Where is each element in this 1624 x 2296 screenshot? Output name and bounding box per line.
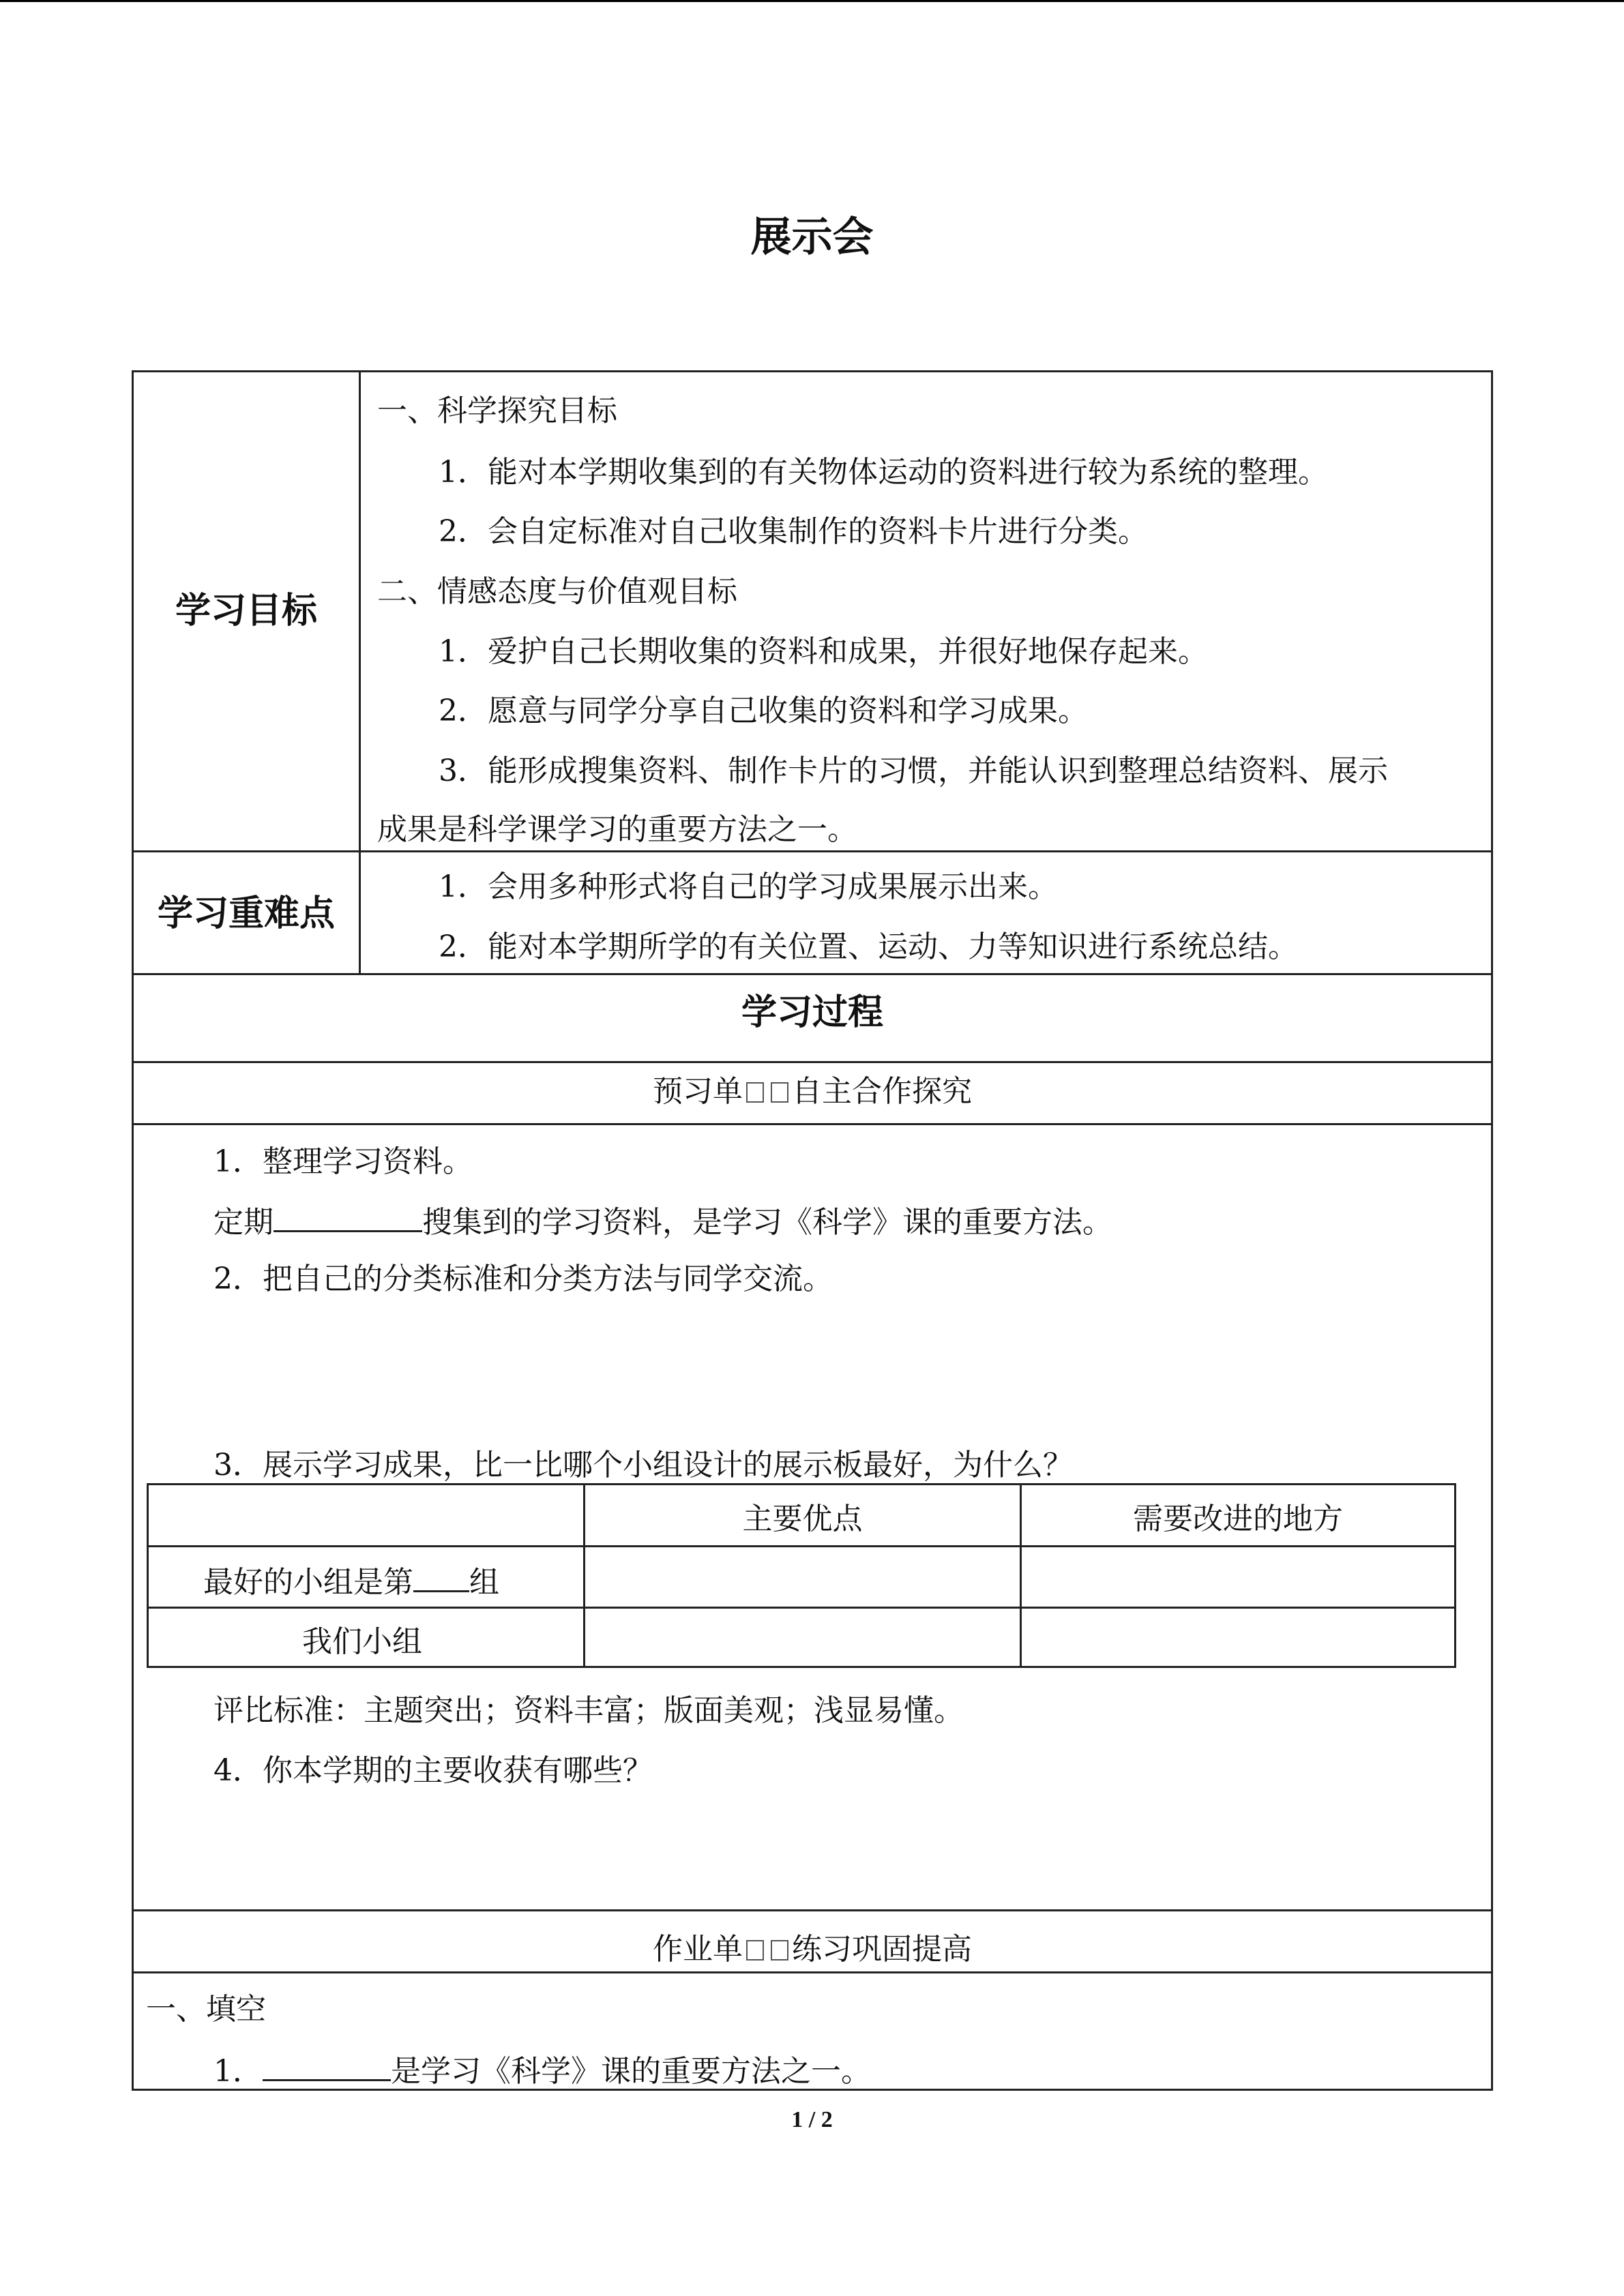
row-label-suffix: 组 <box>469 1565 499 1600</box>
objective-item-continued: 成果是科学课学习的重要方法之一。 <box>377 812 857 847</box>
row-divider <box>134 1909 1491 1911</box>
homework-section-1: 一、填空 <box>146 1992 266 2027</box>
fill-suffix: 搜集到的学习资料，是学习《科学》课的重要方法。 <box>422 1205 1112 1240</box>
page-title: 展示会 <box>750 213 874 261</box>
question-1: 1．整理学习资料。 <box>213 1144 473 1179</box>
homework-header-left: 作业单 <box>653 1932 743 1967</box>
table-cell-our-advantages[interactable] <box>585 1609 1020 1666</box>
placeholder-box-icon <box>771 1082 788 1103</box>
table-cell-best-advantages[interactable] <box>585 1547 1020 1607</box>
column-divider <box>359 372 361 975</box>
objective-item: 3．能形成搜集资料、制作卡片的习惯，并能认识到整理总结资料、展示 <box>439 754 1388 788</box>
page-number: 1 / 2 <box>791 2107 833 2132</box>
process-heading: 学习过程 <box>741 992 883 1033</box>
objective-item: 1．能对本学期收集到的有关物体运动的资料进行较为系统的整理。 <box>439 455 1328 490</box>
key-point-item: 1．会用多种形式将自己的学习成果展示出来。 <box>439 869 1058 904</box>
objective-item: 2．会自定标准对自己收集制作的资料卡片进行分类。 <box>439 514 1148 549</box>
placeholder-box-icon <box>746 1082 764 1103</box>
row-divider <box>134 1971 1491 1973</box>
fill-in-blank[interactable] <box>274 1200 422 1232</box>
fill-prefix: 定期 <box>213 1205 274 1240</box>
top-border-line <box>0 0 1624 2</box>
row-divider <box>134 973 1491 975</box>
row-label-prefix: 最好的小组是第 <box>203 1565 413 1600</box>
placeholder-box-icon <box>746 1940 764 1960</box>
objectives-label: 学习目标 <box>175 591 317 631</box>
preview-header-left: 预习单 <box>653 1074 743 1109</box>
placeholder-box-icon <box>771 1940 788 1960</box>
fill-suffix: 是学习《科学》课的重要方法之一。 <box>391 2054 871 2089</box>
fill-in-blank[interactable] <box>413 1560 469 1592</box>
worksheet-table <box>132 370 1493 2091</box>
row-label-our-group: 我们小组 <box>302 1624 422 1659</box>
homework-header-right: 练习巩固提高 <box>792 1932 972 1967</box>
question-2: 2．把自己的分类标准和分类方法与同学交流。 <box>213 1262 833 1296</box>
homework-question-1 <box>213 2049 871 2092</box>
preview-sheet-header <box>134 1071 1491 1112</box>
row-divider <box>134 1061 1491 1063</box>
fill-in-blank[interactable] <box>263 2049 391 2081</box>
row-label-best-group <box>203 1560 499 1603</box>
question-1-fill <box>213 1200 1112 1243</box>
key-point-item: 2．能对本学期所学的有关位置、运动、力等知识进行系统总结。 <box>439 929 1298 964</box>
comparison-table <box>147 1483 1456 1668</box>
question-number: 1． <box>213 2054 263 2089</box>
column-header-advantages: 主要优点 <box>742 1502 863 1536</box>
table-cell-best-improvements[interactable] <box>1022 1547 1454 1607</box>
question-3: 3．展示学习成果，比一比哪个小组设计的展示板最好，为什么？ <box>213 1448 1073 1482</box>
objectives-section-2: 二、情感态度与价值观目标 <box>377 574 737 609</box>
column-header-improvements: 需要改进的地方 <box>1133 1502 1343 1536</box>
homework-sheet-header <box>134 1929 1491 1970</box>
objectives-section-1: 一、科学探究目标 <box>377 393 617 428</box>
key-points-label: 学习重难点 <box>157 893 335 934</box>
row-divider <box>134 1123 1491 1125</box>
table-cell-our-improvements[interactable] <box>1022 1609 1454 1666</box>
objective-item: 1．爱护自己长期收集的资料和成果，并很好地保存起来。 <box>439 634 1208 669</box>
question-4: 4．你本学期的主要收获有哪些？ <box>213 1753 653 1788</box>
preview-header-right: 自主合作探究 <box>792 1074 972 1109</box>
evaluation-criteria: 评比标准：主题突出；资料丰富；版面美观；浅显易懂。 <box>213 1693 964 1728</box>
row-divider <box>134 850 1491 852</box>
objective-item: 2．愿意与同学分享自己收集的资料和学习成果。 <box>439 694 1088 728</box>
